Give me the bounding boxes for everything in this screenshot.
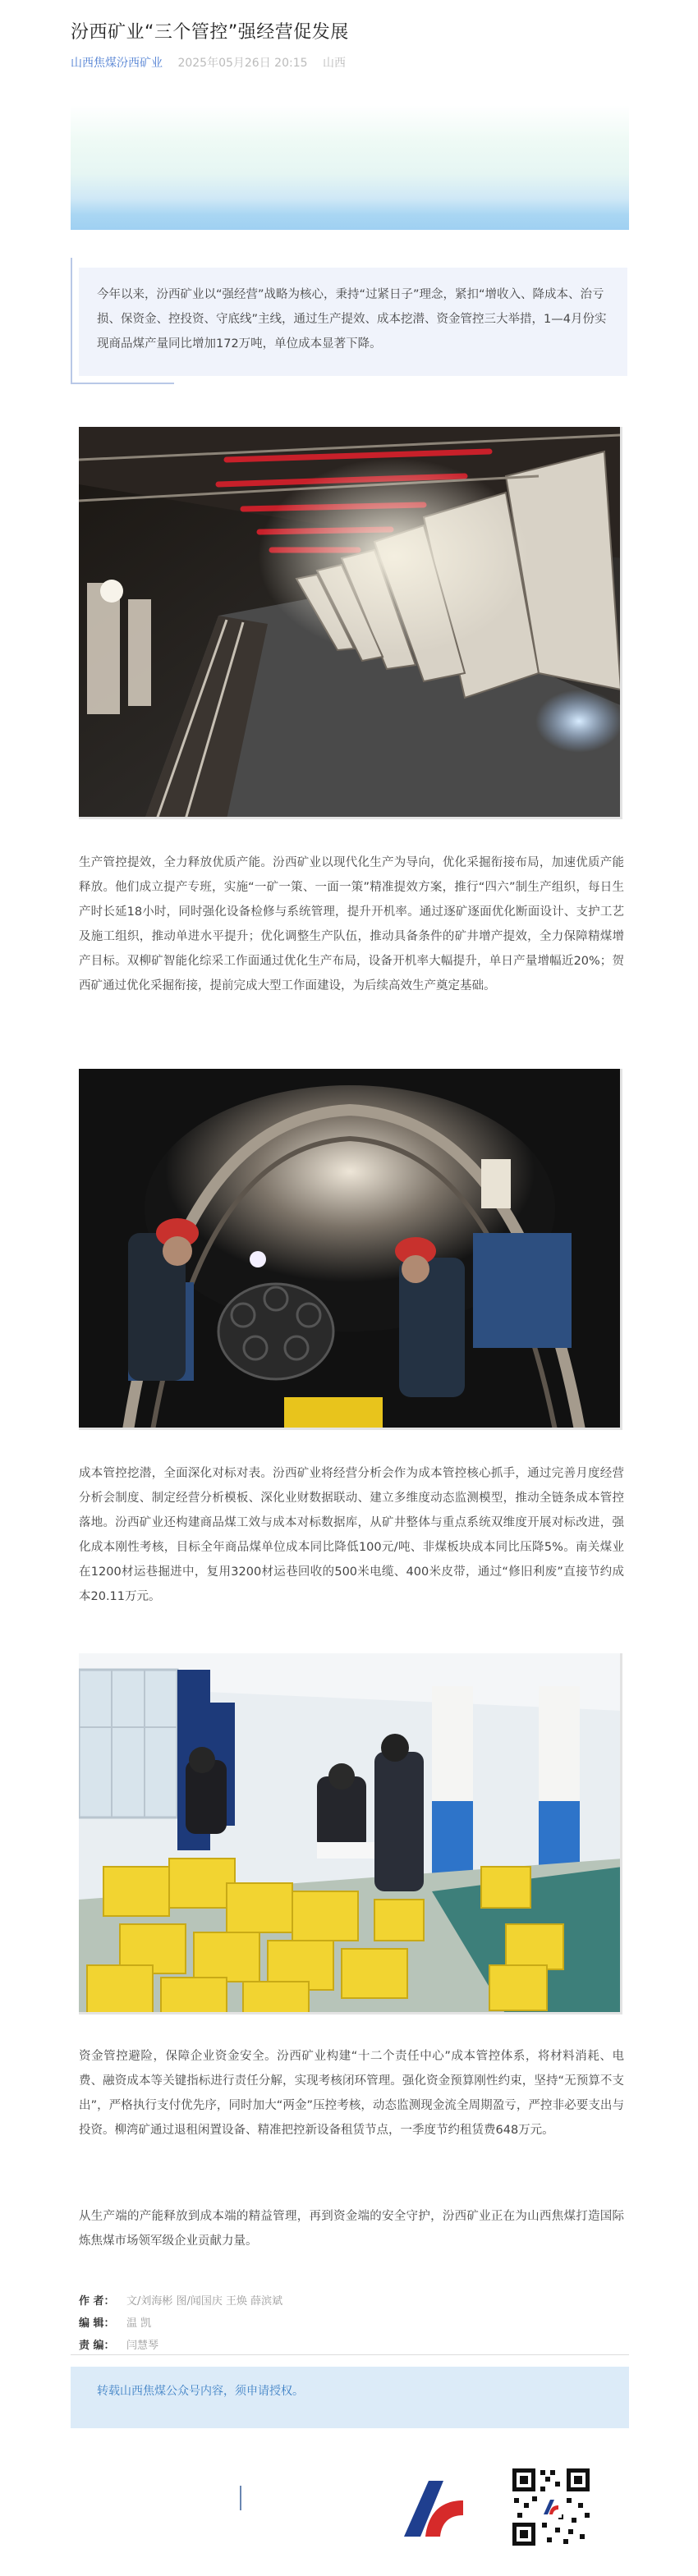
credit-chief-editor-label: 责 编： [79,2340,115,2352]
photo-mine-longwall[interactable] [79,427,622,819]
miners-roadheader-image [79,1069,622,1430]
credits-divider [71,2354,629,2355]
paragraph-capital: 资金管控避险，保障企业资金安全。汾西矿业构建“十二个责任中心”成本管控体系，将材料消耗、电费、融资成本等关键指标进行责任分解，实现考核闭环管理。强化资金预算刚性约束，坚持“无预算不支出”，严格执行支付优先序，同时加大“两金”压控考核，动态监测现金流全周期盈亏，严控非必要支出与投资。柳湾矿通过退租闲置设备、精准把控新设备租赁节点，一季度节约租赁费648万元。 [79,2050,624,2137]
intro-frame-horizontal [71,383,174,384]
reprint-notice [71,2367,629,2428]
header-banner [71,105,629,230]
credits-block [79,2290,624,2357]
paragraph-closing: 从生产端的产能释放到成本端的精益管理，再到资金端的安全守护，汾西矿业正在为山西焦煤打造国际炼焦煤市场领军级企业贡献力量。 [79,2210,624,2248]
photo-warehouse-bins[interactable] [79,1653,622,2015]
credit-author [79,2290,624,2312]
credit-author-value: 文/刘海彬 图/闻国庆 王焕 薛滨斌 [126,2295,283,2308]
article-title: 汾西矿业“三个管控”强经营促发展 [71,22,349,43]
credit-chief-editor [79,2335,624,2357]
credit-editor-label: 编 辑： [79,2317,115,2330]
account-link[interactable]: 山西焦煤汾西矿业 [71,57,163,70]
intro-summary: 今年以来，汾西矿业以“强经营”战略为核心，秉持“过紧日子”理念，紧扣“增收入、降成本、治亏损、保资金、控投资、守底线”主线，通过生产提效、成本挖潜、资金管控三大举措，1—4月份实现商品煤产量同比增加172万吨，单位成本显著下降。 [79,268,627,376]
mine-longwall-image [79,427,622,819]
publish-location: 山西 [322,57,346,70]
credit-chief-editor-value: 闫慧琴 [126,2340,159,2352]
reprint-notice-text: 转载山西焦煤公众号内容，须申请授权。 [97,2385,304,2398]
publish-date: 2025年05月26日 20:15 [177,57,308,70]
photo-miners-roadheader[interactable] [79,1069,622,1430]
shanxi-coking-coal-logo-icon [393,2469,473,2550]
footer-divider [240,2486,241,2510]
qr-code-icon[interactable] [509,2465,593,2549]
credit-editor-value: 温 凯 [126,2317,152,2330]
intro-frame-vertical [71,258,72,383]
credit-author-label: 作 者： [79,2295,115,2308]
article-meta [71,54,346,71]
warehouse-bins-image [79,1653,622,2015]
credit-editor [79,2312,624,2335]
paragraph-production: 生产管控提效，全力释放优质产能。汾西矿业以现代化生产为导向，优化采掘衔接布局，加速优质产能释放。他们成立提产专班，实施“一矿一策、一面一策”精准提效方案，推行“四六”制生产组织，每日生产时长延18小时，同时强化设备检修与系统管理，提升开机率。通过逐矿逐面优化断面设计、支护工艺及施工组织，推动单进水平提升；优化调整生产队伍，推动具备条件的矿井增产提效，全力保障精煤增产目标。双柳矿智能化综采工作面通过优化生产布局，设备开机率大幅提升，单日产量增幅近20%；贺西矿通过优化采掘衔接，提前完成大型工作面建设，为后续高效生产奠定基础。 [79,856,624,992]
paragraph-cost: 成本管控挖潜，全面深化对标对表。汾西矿业将经营分析会作为成本管控核心抓手，通过完善月度经营分析会制度、制定经营分析模板、深化业财数据联动、建立多维度动态监测模型，推动全链条成本管控落地。汾西矿业还构建商品煤工效与成本对标数据库，从矿井整体与重点系统双维度开展对标改进，强化成本刚性考核，目标全年商品煤单位成本同比降低100元/吨、非煤板块成本同比压降5%。南关煤业在1200材运巷掘进中，复用3200材运巷回收的500米电缆、400米皮带，通过“修旧利废”直接节约成本20.11万元。 [79,1467,624,1603]
